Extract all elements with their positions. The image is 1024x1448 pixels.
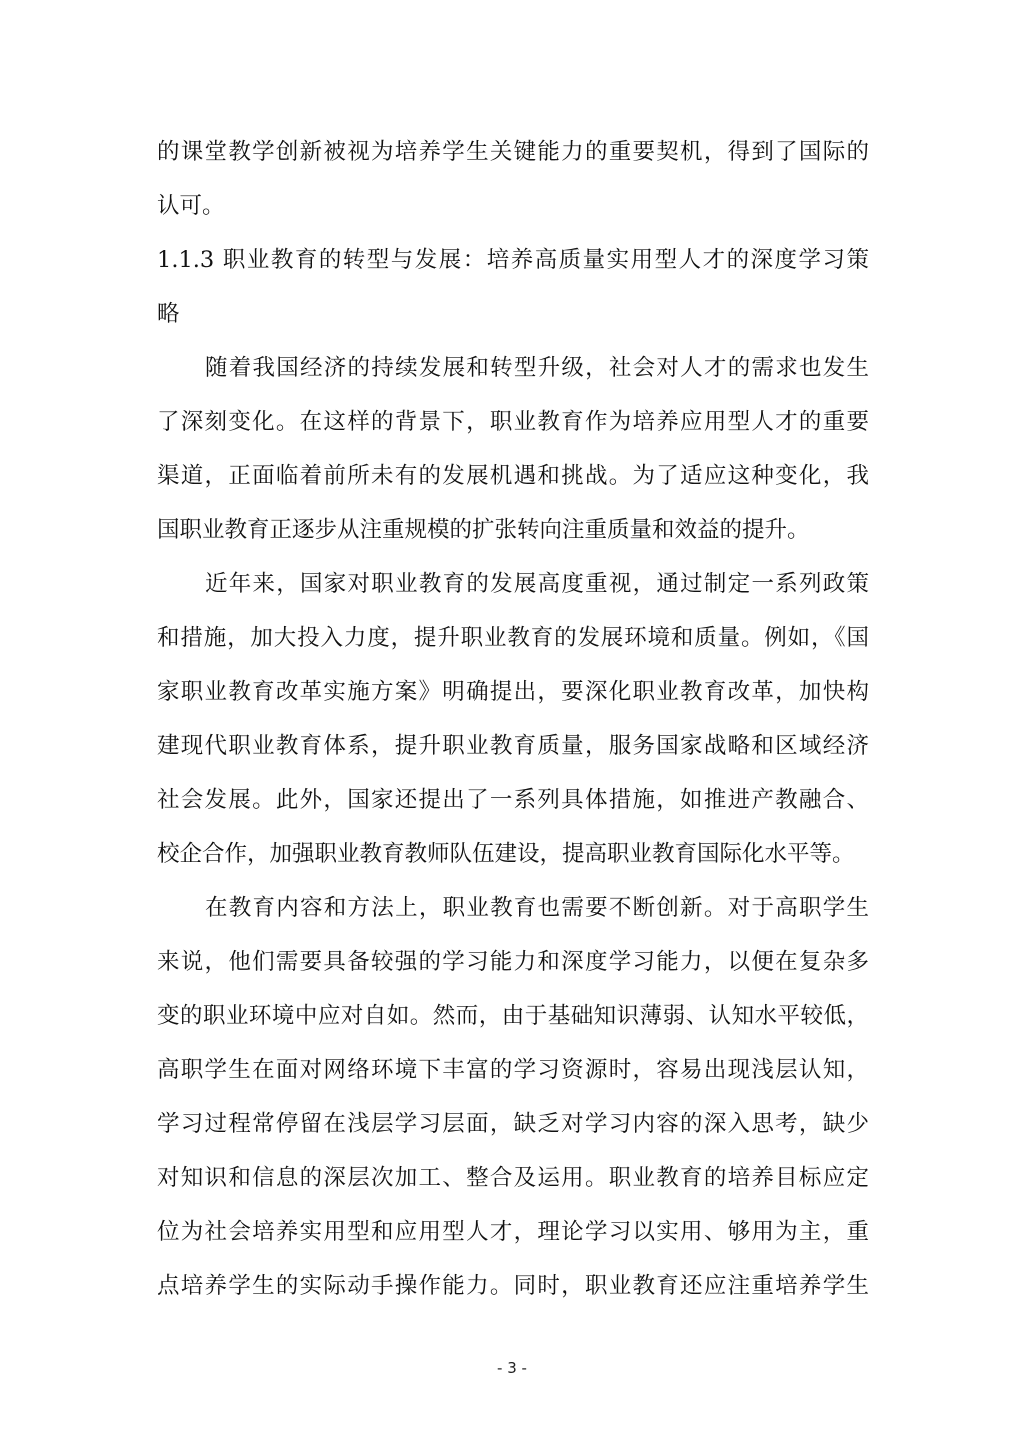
paragraph-first-line: 随着我国经济的持续发展和转型升级，社会对人才的需求也发生	[205, 355, 869, 381]
section-heading-line: 1.1.3 职业教育的转型与发展：培养高质量实用型人才的深度学习策	[157, 247, 869, 273]
section-heading-line: 略	[157, 301, 180, 327]
body-text-line: 变的职业环境中应对自如。然而，由于基础知识薄弱、认知水平较低，	[157, 1003, 869, 1029]
body-text-line: 对知识和信息的深层次加工、整合及运用。职业教育的培养目标应定	[157, 1165, 869, 1191]
body-text-line: 认可。	[157, 193, 225, 219]
body-text-line: 的课堂教学创新被视为培养学生关键能力的重要契机，得到了国际的	[157, 139, 869, 165]
body-text-line: 和措施，加大投入力度，提升职业教育的发展环境和质量。例如，《国	[157, 625, 869, 651]
body-text-line: 渠道，正面临着前所未有的发展机遇和挑战。为了适应这种变化，我	[157, 463, 869, 489]
body-text-line: 家职业教育改革实施方案》明确提出，要深化职业教育改革，加快构	[157, 679, 869, 705]
body-text-line: 校企合作，加强职业教育教师队伍建设，提高职业教育国际化水平等。	[157, 841, 855, 867]
paragraph-first-line: 在教育内容和方法上，职业教育也需要不断创新。对于高职学生	[205, 895, 869, 921]
body-text-line: 了深刻变化。在这样的背景下，职业教育作为培养应用型人才的重要	[157, 409, 869, 435]
body-text-line: 国职业教育正逐步从注重规模的扩张转向注重质量和效益的提升。	[157, 517, 810, 543]
body-text-line: 学习过程常停留在浅层学习层面，缺乏对学习内容的深入思考，缺少	[157, 1111, 869, 1137]
paragraph-first-line: 近年来，国家对职业教育的发展高度重视，通过制定一系列政策	[205, 571, 869, 597]
page-number: - 3 -	[497, 1359, 527, 1377]
body-text-line: 来说，他们需要具备较强的学习能力和深度学习能力，以便在复杂多	[157, 949, 869, 975]
body-text-line: 位为社会培养实用型和应用型人才，理论学习以实用、够用为主，重	[157, 1219, 869, 1245]
body-text-line: 高职学生在面对网络环境下丰富的学习资源时，容易出现浅层认知，	[157, 1057, 869, 1083]
body-text-line: 点培养学生的实际动手操作能力。同时，职业教育还应注重培养学生	[157, 1273, 869, 1299]
body-text-line: 建现代职业教育体系，提升职业教育质量，服务国家战略和区域经济	[157, 733, 869, 759]
body-text-line: 社会发展。此外，国家还提出了一系列具体措施，如推进产教融合、	[157, 787, 869, 813]
